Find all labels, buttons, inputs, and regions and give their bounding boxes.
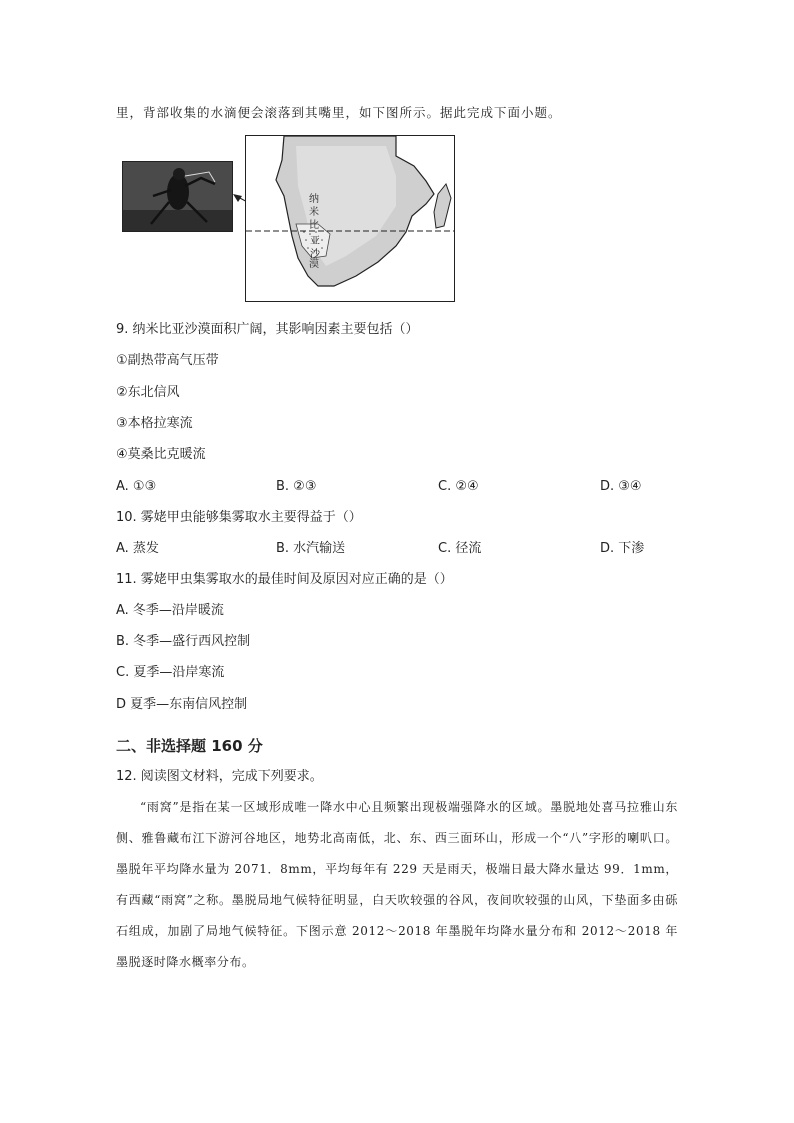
q11-option-d[interactable]: D 夏季—东南信风控制 <box>116 697 248 712</box>
q11-option-c[interactable]: C. 夏季—沿岸寒流 <box>116 665 225 680</box>
q10-option-c[interactable]: C. 径流 <box>438 541 482 556</box>
q9-item-1: ①副热带高气压带 <box>116 353 219 368</box>
desert-label-4: 亚 <box>310 236 320 247</box>
desert-label-2: 米 <box>309 207 319 218</box>
beetle-photo <box>122 161 233 232</box>
q11-stem: 11. 雾姥甲虫集雾取水的最佳时间及原因对应正确的是（） <box>116 572 453 587</box>
q12-material-paragraph: “雨窝”是指在某一区域形成唯一降水中心且频繁出现极端强降水的区域。墨脱地处喜马拉雅山东侧、雅鲁藏布江下游河谷地区，地势北高南低，北、东、西三面环山，形成一个“八”字形的喇叭口。墨脱年平均降水量为 2071．8mm，平均每年有 229 天是雨天，极端日最大降水量达 99．1mm，有西藏“雨窝”之称。墨脱局地气候特征明显，白天吹较强的谷风，夜间吹较强的山风，下垫面多由砾石组成，加剧了局地气候特征。下图示意 2012～2018 年墨脱年均降水量分布和 2012～2018 年墨脱逐时降水概率分布。 <box>116 800 678 969</box>
q9-option-c[interactable]: C. ②④ <box>438 479 479 494</box>
q9-option-b[interactable]: B. ②③ <box>276 479 317 494</box>
q9-stem: 9. 纳米比亚沙漠面积广阔，其影响因素主要包括（） <box>116 322 419 337</box>
q10-option-d[interactable]: D. 下渗 <box>600 541 645 556</box>
section-title: 二、非选择题 160 分 <box>116 737 263 755</box>
q9-option-a[interactable]: A. ①③ <box>116 479 157 494</box>
desert-label-3: 比 <box>309 220 319 231</box>
desert-label-5: 沙 <box>310 249 320 260</box>
intro-text: 里，背部收集的水滴便会滚落到其嘴里，如下图所示。据此完成下面小题。 <box>116 105 562 120</box>
q9-item-4: ④莫桑比克暖流 <box>116 447 206 462</box>
q10-stem: 10. 雾姥甲虫能够集雾取水主要得益于（） <box>116 510 362 525</box>
q9-item-2: ②东北信风 <box>116 385 180 400</box>
q11-option-a[interactable]: A. 冬季—沿岸暖流 <box>116 603 224 618</box>
q11-option-b[interactable]: B. 冬季—盛行西风控制 <box>116 634 251 649</box>
beetle-image <box>123 162 232 231</box>
q9-item-3: ③本格拉寒流 <box>116 416 193 431</box>
q10-option-a[interactable]: A. 蒸发 <box>116 541 159 556</box>
q10-option-b[interactable]: B. 水汽输送 <box>276 541 346 556</box>
desert-label-6: 漠 <box>309 259 319 270</box>
q9-option-d[interactable]: D. ③④ <box>600 479 642 494</box>
desert-label-1: 纳 <box>309 194 319 205</box>
africa-map-shape <box>246 136 454 301</box>
q12-stem: 12. 阅读图文材料，完成下列要求。 <box>116 769 323 784</box>
africa-map <box>245 135 455 302</box>
